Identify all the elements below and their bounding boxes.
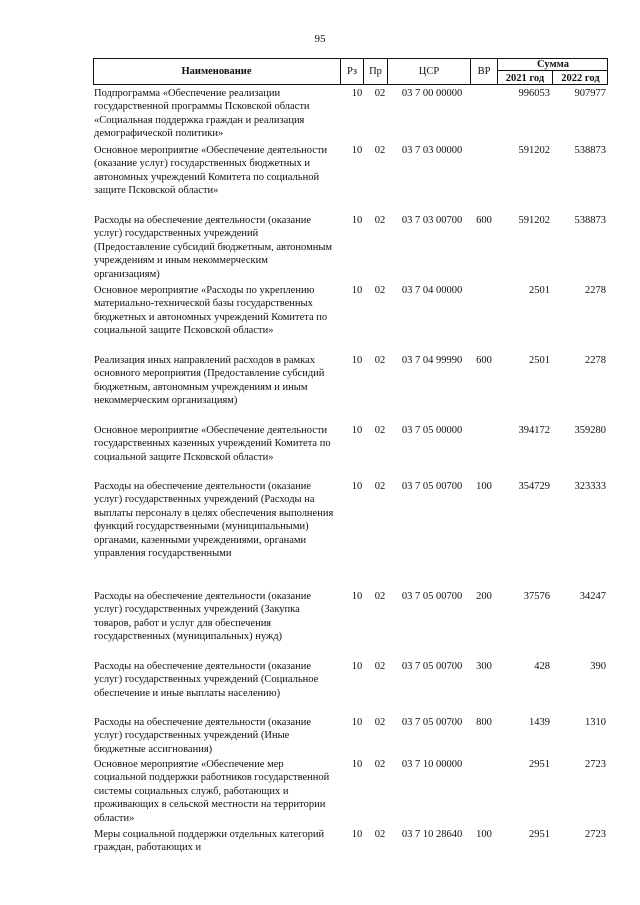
row-2022: 1310 [585, 717, 606, 728]
row-name: Подпрограмма «Обеспечение реализации государственной программы Псковской области «Социальная поддержка граждан и реализация демографической политики» [94, 88, 310, 140]
row-pr: 02 [374, 425, 386, 436]
row-csr: 03 7 04 99990 [401, 355, 463, 366]
row-rz: 10 [351, 355, 363, 366]
table-row [93, 480, 608, 590]
row-csr: 03 7 10 00000 [401, 759, 463, 770]
table-row [93, 354, 608, 424]
row-name: Основное мероприятие «Обеспечение деятельности государственных казенных учреждений Комитета по социальной защите Псковской области» [94, 425, 331, 463]
table-row [93, 590, 608, 660]
row-2021: 2501 [529, 285, 550, 296]
row-csr: 03 7 05 00700 [401, 717, 463, 728]
row-2021: 2951 [529, 829, 550, 840]
row-name: Основное мероприятие «Расходы по укреплению материально-технической базы государственных бюджетных и автономных учреждений Комитета по социальной защите Псковской области» [94, 285, 328, 337]
row-2021: 996053 [518, 88, 550, 99]
row-pr: 02 [374, 285, 386, 296]
row-2021: 37576 [523, 591, 550, 602]
row-vr: 600 [476, 355, 492, 366]
row-vr: 100 [476, 829, 492, 840]
row-pr: 02 [374, 481, 386, 492]
row-2022: 390 [590, 661, 606, 672]
row-rz: 10 [351, 717, 363, 728]
row-2022: 2278 [585, 285, 606, 296]
row-pr: 02 [374, 591, 386, 602]
row-pr: 02 [374, 215, 386, 226]
row-vr: 200 [476, 591, 492, 602]
row-name: Расходы на обеспечение деятельности (оказание услуг) государственных учреждений (Иные бюджетные ассигнования) [94, 717, 312, 755]
row-2021: 2951 [529, 759, 550, 770]
page-number: 95 [314, 33, 326, 45]
row-csr: 03 7 05 00700 [401, 481, 463, 492]
row-rz: 10 [351, 759, 363, 770]
row-pr: 02 [374, 355, 386, 366]
table-body [93, 87, 608, 858]
row-name: Основное мероприятие «Обеспечение мер социальной поддержки работников государственной системы социальных служб, работающих и проживающих в сельской местности на территории области» [94, 759, 330, 824]
row-rz: 10 [351, 215, 363, 226]
row-name: Основное мероприятие «Обеспечение деятельности (оказание услуг) государственных бюджетных и автономных учреждений Комитета по социальной защите Псковской области» [94, 145, 328, 197]
row-rz: 10 [351, 425, 363, 436]
row-pr: 02 [374, 717, 386, 728]
row-2022: 2723 [585, 759, 606, 770]
table-row [93, 424, 608, 480]
row-rz: 10 [351, 829, 363, 840]
row-pr: 02 [374, 145, 386, 156]
row-2022: 323333 [574, 481, 606, 492]
row-2022: 907977 [574, 88, 606, 99]
row-vr: 600 [476, 215, 492, 226]
row-name: Расходы на обеспечение деятельности (оказание услуг) государственных учреждений (Социальное обеспечение и иные выплаты населению) [94, 661, 319, 699]
header-csr: ЦСР [388, 58, 471, 85]
header-2021: 2021 год [498, 71, 553, 85]
table-row [93, 87, 608, 144]
row-2021: 428 [534, 661, 550, 672]
row-vr: 300 [476, 661, 492, 672]
table-row [93, 144, 608, 214]
row-csr: 03 7 03 00000 [401, 145, 463, 156]
table-row [93, 716, 608, 758]
row-rz: 10 [351, 481, 363, 492]
row-vr: 100 [476, 481, 492, 492]
row-2022: 359280 [574, 425, 606, 436]
header-2022: 2022 год [561, 72, 600, 84]
row-csr: 03 7 04 00000 [401, 285, 463, 296]
row-pr: 02 [374, 661, 386, 672]
row-rz: 10 [351, 145, 363, 156]
row-2021: 354729 [518, 481, 550, 492]
table-row [93, 828, 608, 858]
row-2021: 394172 [518, 425, 550, 436]
table-row [93, 758, 608, 828]
table-row [93, 660, 608, 716]
row-pr: 02 [374, 88, 386, 99]
row-2022: 538873 [574, 215, 606, 226]
row-2022: 2723 [585, 829, 606, 840]
row-2021: 1439 [529, 717, 550, 728]
row-csr: 03 7 10 28640 [401, 829, 463, 840]
row-rz: 10 [351, 591, 363, 602]
row-2021: 591202 [518, 145, 550, 156]
row-2022: 2278 [585, 355, 606, 366]
row-vr: 800 [476, 717, 492, 728]
row-name: Расходы на обеспечение деятельности (оказание услуг) государственных учреждений (Закупка товаров, работ и услуг для обеспечения государственных (муниципальных) нужд) [94, 591, 312, 643]
row-csr: 03 7 05 00000 [401, 425, 463, 436]
header-name: Наименование [93, 58, 341, 85]
row-rz: 10 [351, 285, 363, 296]
row-csr: 03 7 00 00000 [401, 88, 463, 99]
row-csr: 03 7 03 00700 [401, 215, 463, 226]
row-name: Реализация иных направлений расходов в рамках основного мероприятия (Предоставление субсидий бюджетным, автономным учреждениям и иным некоммерческим организациям) [94, 355, 325, 407]
row-pr: 02 [374, 829, 386, 840]
row-name: Расходы на обеспечение деятельности (оказание услуг) государственных учреждений (Предоставление субсидий бюджетным, автономным учреждениям и иным некоммерческим организациям) [94, 215, 333, 280]
header-rz: Рз [341, 58, 364, 85]
row-2021: 2501 [529, 355, 550, 366]
row-name: Расходы на обеспечение деятельности (оказание услуг) государственных учреждений (Расходы на выплаты персоналу в целях обеспечения выполнения функций государственными (муниципальными) органами, казенными учреждениями, органами управления государственными [94, 481, 334, 560]
row-2022: 34247 [579, 591, 606, 602]
row-csr: 03 7 05 00700 [401, 661, 463, 672]
table-row [93, 214, 608, 284]
table-header [93, 58, 608, 85]
row-pr: 02 [374, 759, 386, 770]
row-rz: 10 [351, 661, 363, 672]
header-sum: Сумма [498, 58, 608, 71]
row-rz: 10 [351, 88, 363, 99]
table-row [93, 284, 608, 354]
row-csr: 03 7 05 00700 [401, 591, 463, 602]
header-pr: Пр [364, 58, 388, 85]
row-name: Меры социальной поддержки отдельных категорий граждан, работающих и [94, 829, 325, 854]
header-vr: ВР [471, 58, 498, 85]
row-2021: 591202 [518, 215, 550, 226]
row-2022: 538873 [574, 145, 606, 156]
